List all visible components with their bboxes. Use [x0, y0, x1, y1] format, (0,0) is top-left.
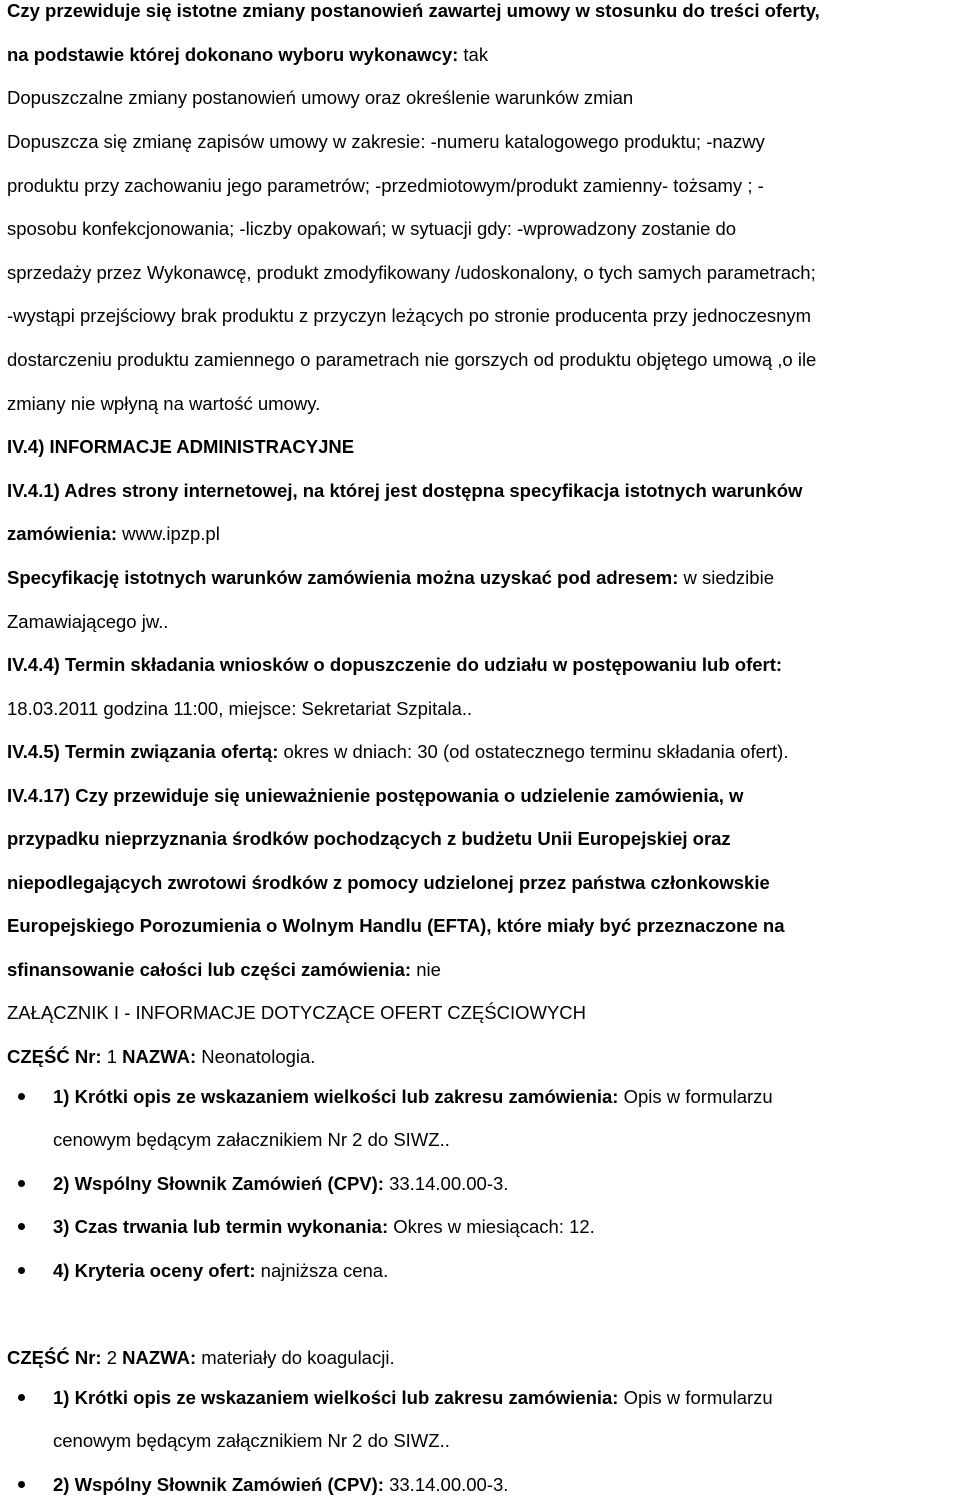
- part-number: 2: [101, 1347, 123, 1368]
- bullet-icon: [18, 1093, 25, 1100]
- field-label: IV.4.5) Termin związania ofertą:: [7, 741, 279, 762]
- text-line: przypadku nieprzyznania środków pochodzących z budżetu Unii Europejskiej oraz: [7, 828, 731, 849]
- list-item: [53, 1173, 508, 1195]
- text-line: IV.4.1) Adres strony internetowej, na której jest dostępna specyfikacja istotnych warunków: [7, 480, 803, 501]
- text-line: Zamawiającego jw..: [7, 611, 169, 632]
- list-item: [53, 1216, 595, 1238]
- bullet-icon: [18, 1180, 25, 1187]
- field-value: Opis w formularzu: [618, 1387, 773, 1408]
- text-line: -wystąpi przejściowy brak produktu z przyczyn leżących po stronie producenta przy jednoczesnym: [7, 305, 812, 326]
- text-line: sprzedaży przez Wykonawcę, produkt zmodyfikowany /udoskonalony, o tych samych parametrach;: [7, 262, 816, 283]
- text-line: 18.03.2011 godzina 11:00, miejsce: Sekretariat Szpitala..: [7, 698, 473, 719]
- list-item-continuation: cenowym będącym załacznikiem Nr 2 do SIWZ..: [53, 1129, 450, 1150]
- field-label: 2) Wspólny Słownik Zamówień (CPV):: [53, 1173, 384, 1194]
- list-item: [53, 1260, 388, 1282]
- list-item: [53, 1387, 773, 1409]
- name-label: NAZWA:: [122, 1046, 197, 1067]
- field-label: zamówienia:: [7, 523, 117, 544]
- list-item: [53, 1474, 508, 1496]
- field-label: 3) Czas trwania lub termin wykonania:: [53, 1216, 389, 1237]
- name-label: NAZWA:: [122, 1347, 197, 1368]
- annex-title: ZAŁĄCZNIK I - INFORMACJE DOTYCZĄCE OFERT CZĘŚCIOWYCH: [7, 1002, 587, 1023]
- text-line: sposobu konfekcjonowania; -liczby opakowań; w sytuacji gdy: -wprowadzony zostanie do: [7, 218, 737, 239]
- bullet-icon: [18, 1223, 25, 1230]
- part-heading: [7, 1347, 395, 1369]
- list-item-continuation: cenowym będącym załącznikiem Nr 2 do SIWZ..: [53, 1430, 450, 1451]
- part-heading: [7, 1046, 315, 1068]
- part-label: CZĘŚĆ Nr:: [7, 1046, 102, 1067]
- field-label: 4) Kryteria oceny ofert:: [53, 1260, 256, 1281]
- text-line: Dopuszczalne zmiany postanowień umowy oraz określenie warunków zmian: [7, 87, 634, 108]
- field-value: Okres w miesiącach: 12.: [388, 1216, 595, 1237]
- field-label: Specyfikację istotnych warunków zamówienia można uzyskać pod adresem:: [7, 567, 679, 588]
- bullet-icon: [18, 1267, 25, 1274]
- field-value: najniższa cena.: [255, 1260, 389, 1281]
- text-line: [7, 567, 774, 589]
- text-line: niepodlegających zwrotowi środków z pomocy udzielonej przez państwa członkowskie: [7, 872, 770, 893]
- list-item: [53, 1086, 773, 1108]
- field-label: 2) Wspólny Słownik Zamówień (CPV):: [53, 1474, 384, 1495]
- text-line: [7, 44, 488, 66]
- text-line: zmiany nie wpłyną na wartość umowy.: [7, 393, 321, 414]
- text-line: Europejskiego Porozumienia o Wolnym Handlu (EFTA), które miały być przeznaczone na: [7, 915, 785, 936]
- part-name: materiały do koagulacji.: [196, 1347, 395, 1368]
- field-value: 33.14.00.00-3.: [383, 1173, 509, 1194]
- text-line: [7, 741, 788, 763]
- field-label: na podstawie której dokonano wyboru wykonawcy:: [7, 44, 459, 65]
- field-label: 1) Krótki opis ze wskazaniem wielkości lub zakresu zamówienia:: [53, 1387, 619, 1408]
- text-line: IV.4.4) Termin składania wniosków o dopuszczenie do udziału w postępowaniu lub ofert:: [7, 654, 783, 675]
- field-value: nie: [411, 959, 441, 980]
- field-label: 1) Krótki opis ze wskazaniem wielkości lub zakresu zamówienia:: [53, 1086, 619, 1107]
- website-link[interactable]: www.ipzp.pl: [117, 523, 220, 544]
- part-label: CZĘŚĆ Nr:: [7, 1347, 102, 1368]
- field-value: w siedzibie: [678, 567, 774, 588]
- field-label: sfinansowanie całości lub części zamówienia:: [7, 959, 412, 980]
- text-line: [7, 959, 441, 981]
- text-line: produktu przy zachowaniu jego parametrów; -przedmiotowym/produkt zamienny- tożsamy ; -: [7, 175, 764, 196]
- section-heading: IV.4) INFORMACJE ADMINISTRACYJNE: [7, 436, 355, 457]
- text-line: Dopuszcza się zmianę zapisów umowy w zakresie: -numeru katalogowego produktu; -nazwy: [7, 131, 765, 152]
- field-value: okres w dniach: 30 (od ostatecznego terminu składania ofert).: [278, 741, 789, 762]
- field-value: tak: [458, 44, 489, 65]
- field-value: 33.14.00.00-3.: [383, 1474, 509, 1495]
- text-line: [7, 523, 220, 545]
- bullet-icon: [18, 1481, 25, 1488]
- part-name: Neonatologia.: [196, 1046, 316, 1067]
- field-value: Opis w formularzu: [618, 1086, 773, 1107]
- text-line: IV.4.17) Czy przewiduje się unieważnienie postępowania o udzielenie zamówienia, w: [7, 785, 744, 806]
- bullet-icon: [18, 1394, 25, 1401]
- text-line: dostarczeniu produktu zamiennego o parametrach nie gorszych od produktu objętego umową ,o ile: [7, 349, 817, 370]
- text-line: Czy przewiduje się istotne zmiany postanowień zawartej umowy w stosunku do treści oferty,: [7, 0, 820, 21]
- part-number: 1: [101, 1046, 123, 1067]
